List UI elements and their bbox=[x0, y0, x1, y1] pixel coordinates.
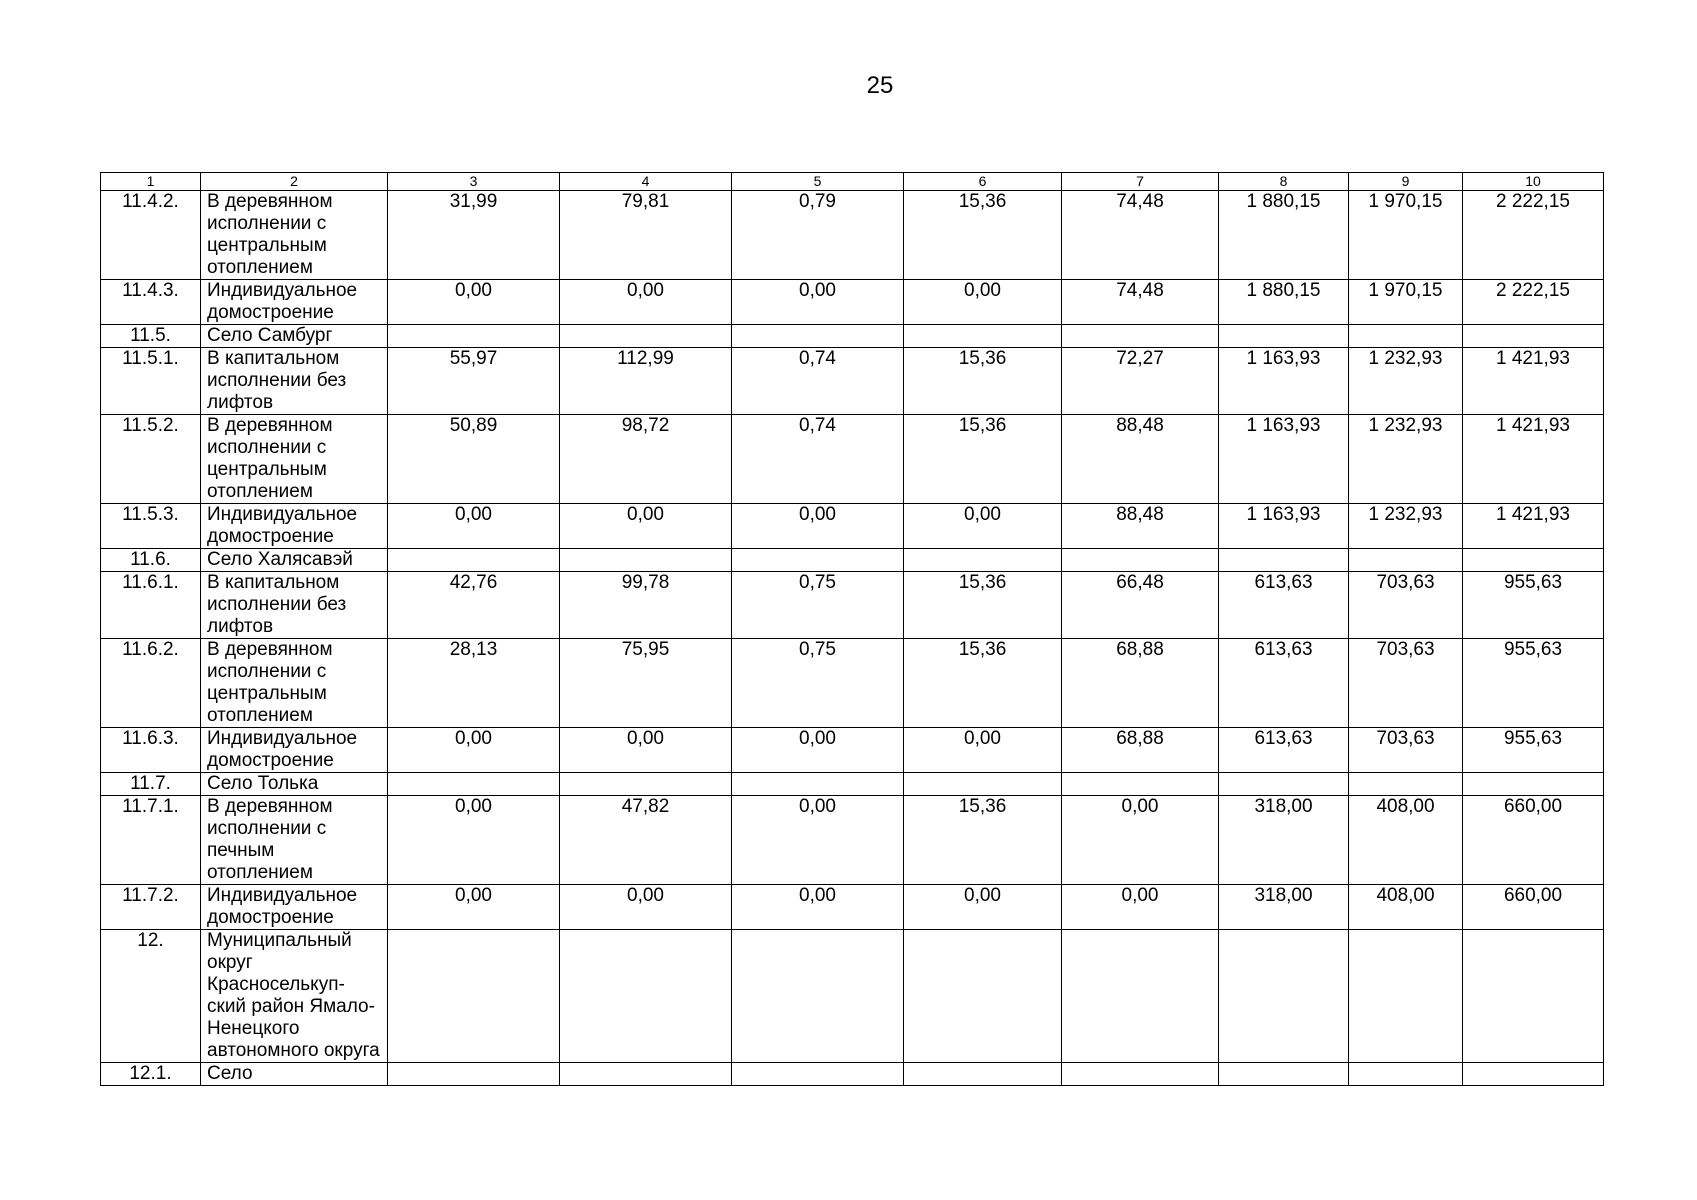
value-cell bbox=[904, 930, 1062, 1063]
value-cell: 1 163,93 bbox=[1219, 504, 1349, 549]
row-number-cell: 11.4.2. bbox=[101, 191, 201, 280]
row-number-cell: 11.5.2. bbox=[101, 415, 201, 504]
value-cell: 0,00 bbox=[388, 504, 560, 549]
table-row bbox=[101, 930, 1604, 1063]
column-header: 5 bbox=[732, 173, 904, 191]
table-row bbox=[101, 348, 1604, 415]
value-cell: 613,63 bbox=[1219, 639, 1349, 728]
row-number-cell: 11.6.1. bbox=[101, 572, 201, 639]
row-name-cell: В деревянном исполнении с печным отоплением bbox=[201, 796, 388, 885]
value-cell bbox=[1062, 325, 1219, 348]
value-cell: 660,00 bbox=[1463, 885, 1604, 930]
row-name-cell: Муниципальный округ Красноселькуп-ский район Ямало-Ненецкого автономного округа bbox=[201, 930, 388, 1063]
value-cell: 15,36 bbox=[904, 572, 1062, 639]
row-number-cell: 11.7. bbox=[101, 773, 201, 796]
value-cell: 0,00 bbox=[732, 504, 904, 549]
value-cell: 408,00 bbox=[1349, 885, 1463, 930]
row-number-cell: 12.1. bbox=[101, 1063, 201, 1086]
row-name-cell: Индивидуальное домостроение bbox=[201, 504, 388, 549]
value-cell bbox=[560, 1063, 732, 1086]
value-cell: 112,99 bbox=[560, 348, 732, 415]
row-number-cell: 11.6.3. bbox=[101, 728, 201, 773]
value-cell: 0,00 bbox=[904, 728, 1062, 773]
value-cell: 0,00 bbox=[732, 796, 904, 885]
row-name-cell: Индивидуальное домостроение bbox=[201, 280, 388, 325]
value-cell: 50,89 bbox=[388, 415, 560, 504]
value-cell: 955,63 bbox=[1463, 639, 1604, 728]
table-row bbox=[101, 280, 1604, 325]
page-number: 25 bbox=[866, 72, 894, 99]
value-cell: 613,63 bbox=[1219, 572, 1349, 639]
value-cell bbox=[732, 549, 904, 572]
value-cell: 1 232,93 bbox=[1349, 504, 1463, 549]
value-cell: 0,00 bbox=[1062, 885, 1219, 930]
value-cell: 0,00 bbox=[388, 728, 560, 773]
value-cell bbox=[1062, 773, 1219, 796]
value-cell: 0,00 bbox=[388, 796, 560, 885]
value-cell: 2 222,15 bbox=[1463, 191, 1604, 280]
value-cell bbox=[560, 773, 732, 796]
value-cell: 74,48 bbox=[1062, 280, 1219, 325]
value-cell bbox=[1219, 930, 1349, 1063]
row-name-cell: Село Толька bbox=[201, 773, 388, 796]
value-cell: 15,36 bbox=[904, 639, 1062, 728]
value-cell: 0,74 bbox=[732, 415, 904, 504]
value-cell: 408,00 bbox=[1349, 796, 1463, 885]
value-cell: 613,63 bbox=[1219, 728, 1349, 773]
value-cell bbox=[388, 1063, 560, 1086]
value-cell: 0,75 bbox=[732, 572, 904, 639]
value-cell bbox=[1062, 930, 1219, 1063]
value-cell bbox=[732, 930, 904, 1063]
value-cell: 55,97 bbox=[388, 348, 560, 415]
value-cell: 1 163,93 bbox=[1219, 348, 1349, 415]
column-header: 2 bbox=[201, 173, 388, 191]
value-cell bbox=[388, 930, 560, 1063]
value-cell bbox=[904, 549, 1062, 572]
value-cell: 0,00 bbox=[560, 504, 732, 549]
value-cell: 74,48 bbox=[1062, 191, 1219, 280]
row-number-cell: 11.5. bbox=[101, 325, 201, 348]
column-header: 3 bbox=[388, 173, 560, 191]
row-name-cell: Село Самбург bbox=[201, 325, 388, 348]
row-number-cell: 11.6. bbox=[101, 549, 201, 572]
value-cell bbox=[1463, 773, 1604, 796]
value-cell: 318,00 bbox=[1219, 885, 1349, 930]
row-name-cell: Село Халясавэй bbox=[201, 549, 388, 572]
table-row bbox=[101, 796, 1604, 885]
value-cell: 0,00 bbox=[388, 885, 560, 930]
value-cell: 0,00 bbox=[904, 504, 1062, 549]
column-header: 9 bbox=[1349, 173, 1463, 191]
row-number-cell: 12. bbox=[101, 930, 201, 1063]
row-number-cell: 11.5.3. bbox=[101, 504, 201, 549]
value-cell: 88,48 bbox=[1062, 504, 1219, 549]
value-cell: 1 970,15 bbox=[1349, 191, 1463, 280]
value-cell: 66,48 bbox=[1062, 572, 1219, 639]
value-cell: 15,36 bbox=[904, 348, 1062, 415]
value-cell bbox=[732, 325, 904, 348]
value-cell bbox=[388, 549, 560, 572]
column-header: 10 bbox=[1463, 173, 1604, 191]
value-cell bbox=[732, 1063, 904, 1086]
table-body bbox=[101, 191, 1604, 1086]
value-cell: 703,63 bbox=[1349, 639, 1463, 728]
row-name-cell: Индивидуальное домостроение bbox=[201, 885, 388, 930]
value-cell: 0,79 bbox=[732, 191, 904, 280]
value-cell: 79,81 bbox=[560, 191, 732, 280]
row-name-cell: В капитальном исполнении без лифтов bbox=[201, 572, 388, 639]
table-row bbox=[101, 639, 1604, 728]
value-cell bbox=[904, 773, 1062, 796]
value-cell bbox=[560, 325, 732, 348]
value-cell: 1 421,93 bbox=[1463, 348, 1604, 415]
value-cell: 0,00 bbox=[904, 885, 1062, 930]
value-cell: 1 163,93 bbox=[1219, 415, 1349, 504]
value-cell bbox=[1062, 549, 1219, 572]
value-cell: 703,63 bbox=[1349, 728, 1463, 773]
value-cell bbox=[1463, 549, 1604, 572]
table-row bbox=[101, 1063, 1604, 1086]
value-cell bbox=[1219, 325, 1349, 348]
value-cell bbox=[1349, 1063, 1463, 1086]
row-number-cell: 11.7.2. bbox=[101, 885, 201, 930]
value-cell bbox=[560, 549, 732, 572]
table-row bbox=[101, 885, 1604, 930]
row-number-cell: 11.6.2. bbox=[101, 639, 201, 728]
value-cell: 0,00 bbox=[732, 280, 904, 325]
value-cell bbox=[1219, 1063, 1349, 1086]
value-cell bbox=[1349, 325, 1463, 348]
value-cell bbox=[388, 773, 560, 796]
value-cell: 0,00 bbox=[560, 728, 732, 773]
row-number-cell: 11.4.3. bbox=[101, 280, 201, 325]
value-cell: 955,63 bbox=[1463, 572, 1604, 639]
header-row bbox=[101, 173, 1604, 191]
column-header: 7 bbox=[1062, 173, 1219, 191]
row-name-cell: В деревянном исполнении с центральным отоплением bbox=[201, 639, 388, 728]
table-row bbox=[101, 191, 1604, 280]
value-cell: 0,00 bbox=[732, 728, 904, 773]
value-cell: 28,13 bbox=[388, 639, 560, 728]
value-cell bbox=[732, 773, 904, 796]
row-number-cell: 11.5.1. bbox=[101, 348, 201, 415]
value-cell: 660,00 bbox=[1463, 796, 1604, 885]
value-cell bbox=[1463, 1063, 1604, 1086]
table-row bbox=[101, 325, 1604, 348]
table-row bbox=[101, 572, 1604, 639]
value-cell: 1 232,93 bbox=[1349, 415, 1463, 504]
value-cell: 0,00 bbox=[904, 280, 1062, 325]
value-cell bbox=[1219, 773, 1349, 796]
value-cell: 1 232,93 bbox=[1349, 348, 1463, 415]
value-cell bbox=[1349, 773, 1463, 796]
value-cell: 75,95 bbox=[560, 639, 732, 728]
value-cell: 88,48 bbox=[1062, 415, 1219, 504]
value-cell bbox=[904, 1063, 1062, 1086]
value-cell bbox=[1062, 1063, 1219, 1086]
value-cell: 47,82 bbox=[560, 796, 732, 885]
value-cell: 2 222,15 bbox=[1463, 280, 1604, 325]
value-cell: 0,00 bbox=[732, 885, 904, 930]
value-cell: 703,63 bbox=[1349, 572, 1463, 639]
value-cell: 0,74 bbox=[732, 348, 904, 415]
table-row bbox=[101, 773, 1604, 796]
value-cell: 99,78 bbox=[560, 572, 732, 639]
value-cell: 0,75 bbox=[732, 639, 904, 728]
row-number-cell: 11.7.1. bbox=[101, 796, 201, 885]
value-cell: 0,00 bbox=[560, 280, 732, 325]
value-cell: 0,00 bbox=[560, 885, 732, 930]
value-cell: 318,00 bbox=[1219, 796, 1349, 885]
value-cell bbox=[1463, 930, 1604, 1063]
value-cell: 1 880,15 bbox=[1219, 280, 1349, 325]
tariff-table bbox=[100, 172, 1604, 1086]
value-cell bbox=[1349, 930, 1463, 1063]
value-cell: 15,36 bbox=[904, 796, 1062, 885]
row-name-cell: В деревянном исполнении с центральным отоплением bbox=[201, 191, 388, 280]
table-row bbox=[101, 728, 1604, 773]
value-cell: 42,76 bbox=[388, 572, 560, 639]
value-cell: 15,36 bbox=[904, 415, 1062, 504]
value-cell: 72,27 bbox=[1062, 348, 1219, 415]
value-cell: 68,88 bbox=[1062, 639, 1219, 728]
value-cell: 1 421,93 bbox=[1463, 504, 1604, 549]
row-name-cell: Село bbox=[201, 1063, 388, 1086]
table-row bbox=[101, 549, 1604, 572]
value-cell bbox=[1349, 549, 1463, 572]
value-cell: 98,72 bbox=[560, 415, 732, 504]
column-header: 4 bbox=[560, 173, 732, 191]
value-cell: 955,63 bbox=[1463, 728, 1604, 773]
value-cell: 0,00 bbox=[388, 280, 560, 325]
value-cell: 1 421,93 bbox=[1463, 415, 1604, 504]
value-cell: 0,00 bbox=[1062, 796, 1219, 885]
value-cell: 31,99 bbox=[388, 191, 560, 280]
value-cell bbox=[388, 325, 560, 348]
row-name-cell: Индивидуальное домостроение bbox=[201, 728, 388, 773]
value-cell: 1 970,15 bbox=[1349, 280, 1463, 325]
value-cell bbox=[560, 930, 732, 1063]
column-header: 8 bbox=[1219, 173, 1349, 191]
column-header: 1 bbox=[101, 173, 201, 191]
value-cell bbox=[1219, 549, 1349, 572]
row-name-cell: В капитальном исполнении без лифтов bbox=[201, 348, 388, 415]
column-header: 6 bbox=[904, 173, 1062, 191]
value-cell: 15,36 bbox=[904, 191, 1062, 280]
value-cell bbox=[904, 325, 1062, 348]
table-row bbox=[101, 504, 1604, 549]
value-cell: 1 880,15 bbox=[1219, 191, 1349, 280]
table-row bbox=[101, 415, 1604, 504]
row-name-cell: В деревянном исполнении с центральным отоплением bbox=[201, 415, 388, 504]
value-cell: 68,88 bbox=[1062, 728, 1219, 773]
value-cell bbox=[1463, 325, 1604, 348]
